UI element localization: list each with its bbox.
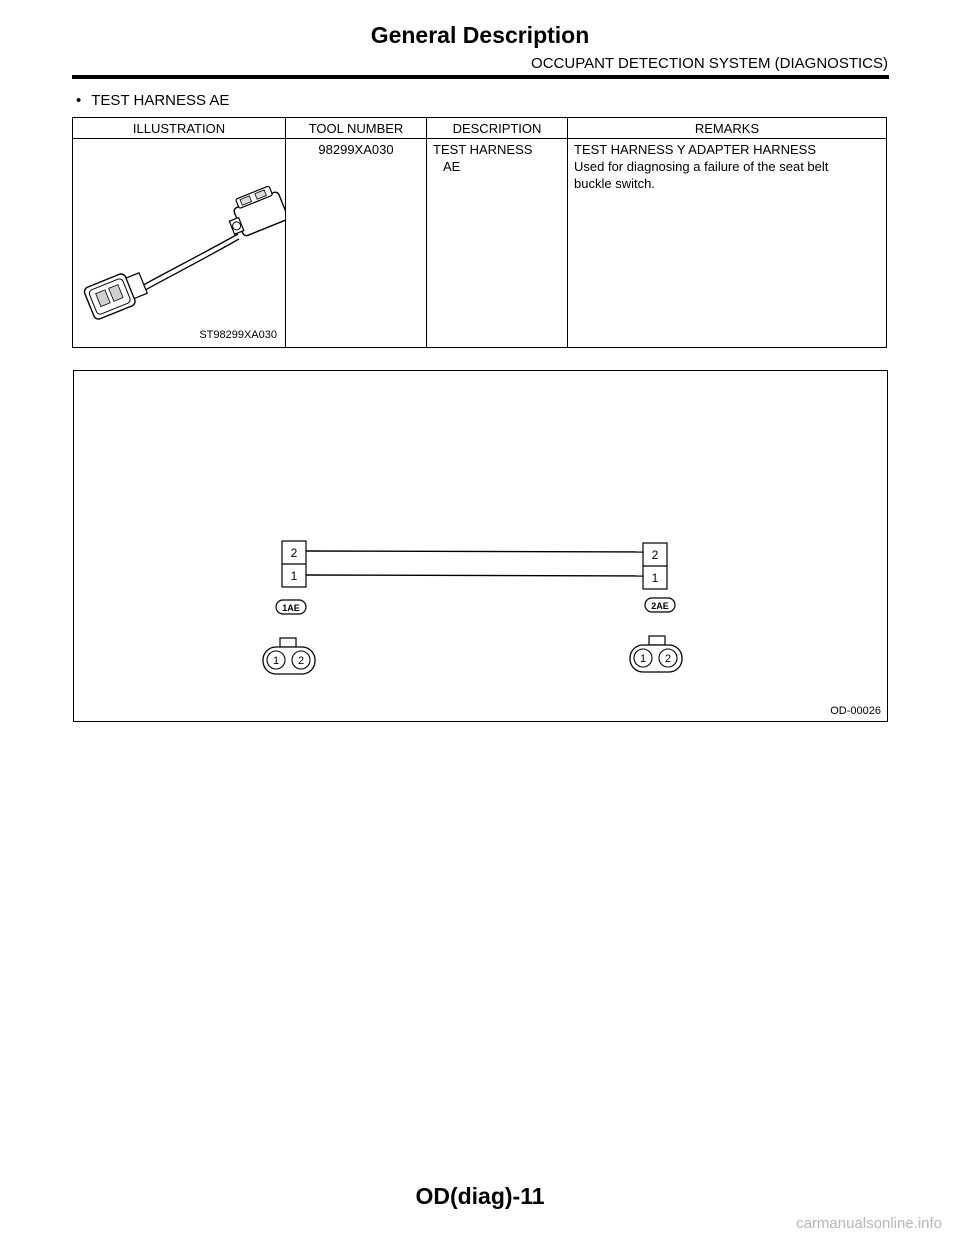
- wiring-diagram: [74, 371, 887, 721]
- description-line: TEST HARNESS: [433, 142, 533, 157]
- header-description: DESCRIPTION: [427, 118, 568, 139]
- left-pin-top: 2: [290, 546, 298, 560]
- illustration-code: ST98299XA030: [199, 329, 277, 341]
- wire-1: [306, 575, 643, 576]
- left-connector-label: 1AE: [282, 603, 300, 613]
- left-face-pin-a: 1: [272, 655, 280, 667]
- left-pin-bottom: 1: [290, 569, 298, 583]
- harness-illustration: [73, 139, 285, 345]
- right-face-pin-b: 2: [664, 653, 672, 665]
- description-cell: [427, 139, 568, 348]
- header-rule: [72, 75, 889, 79]
- remarks-line: buckle switch.: [574, 176, 655, 191]
- bullet-heading: [76, 92, 229, 109]
- bullet-text: TEST HARNESS AE: [91, 92, 230, 109]
- right-connector-label: 2AE: [651, 601, 669, 611]
- remarks-line: TEST HARNESS Y ADAPTER HARNESS: [574, 142, 817, 157]
- right-pin-bottom: 1: [651, 571, 659, 585]
- header-illustration: ILLUSTRATION: [73, 118, 286, 139]
- header-remarks: REMARKS: [568, 118, 887, 139]
- figure-code: OD-00026: [830, 705, 881, 717]
- wire-2: [306, 551, 643, 552]
- section-name: OCCUPANT DETECTION SYSTEM (DIAGNOSTICS): [531, 55, 888, 72]
- tool-table: [72, 117, 887, 348]
- right-face-pin-a: 1: [639, 653, 647, 665]
- left-face-pin-b: 2: [297, 655, 305, 667]
- table-header-row: [73, 118, 887, 139]
- wiring-diagram-frame: [73, 370, 888, 722]
- watermark: carmanualsonline.info: [796, 1215, 942, 1232]
- illustration-cell: [73, 139, 286, 348]
- description-line: AE: [443, 159, 461, 174]
- bullet-symbol: •: [76, 92, 82, 109]
- table-row: [73, 139, 887, 348]
- tool-number-cell: 98299XA030: [286, 139, 427, 348]
- header-tool-number: TOOL NUMBER: [286, 118, 427, 139]
- remarks-cell: [568, 139, 887, 348]
- remarks-line: Used for diagnosing a failure of the seat belt: [574, 159, 829, 174]
- page-number: OD(diag)-11: [415, 1183, 545, 1209]
- page-title: General Description: [370, 22, 590, 48]
- right-pin-top: 2: [651, 548, 659, 562]
